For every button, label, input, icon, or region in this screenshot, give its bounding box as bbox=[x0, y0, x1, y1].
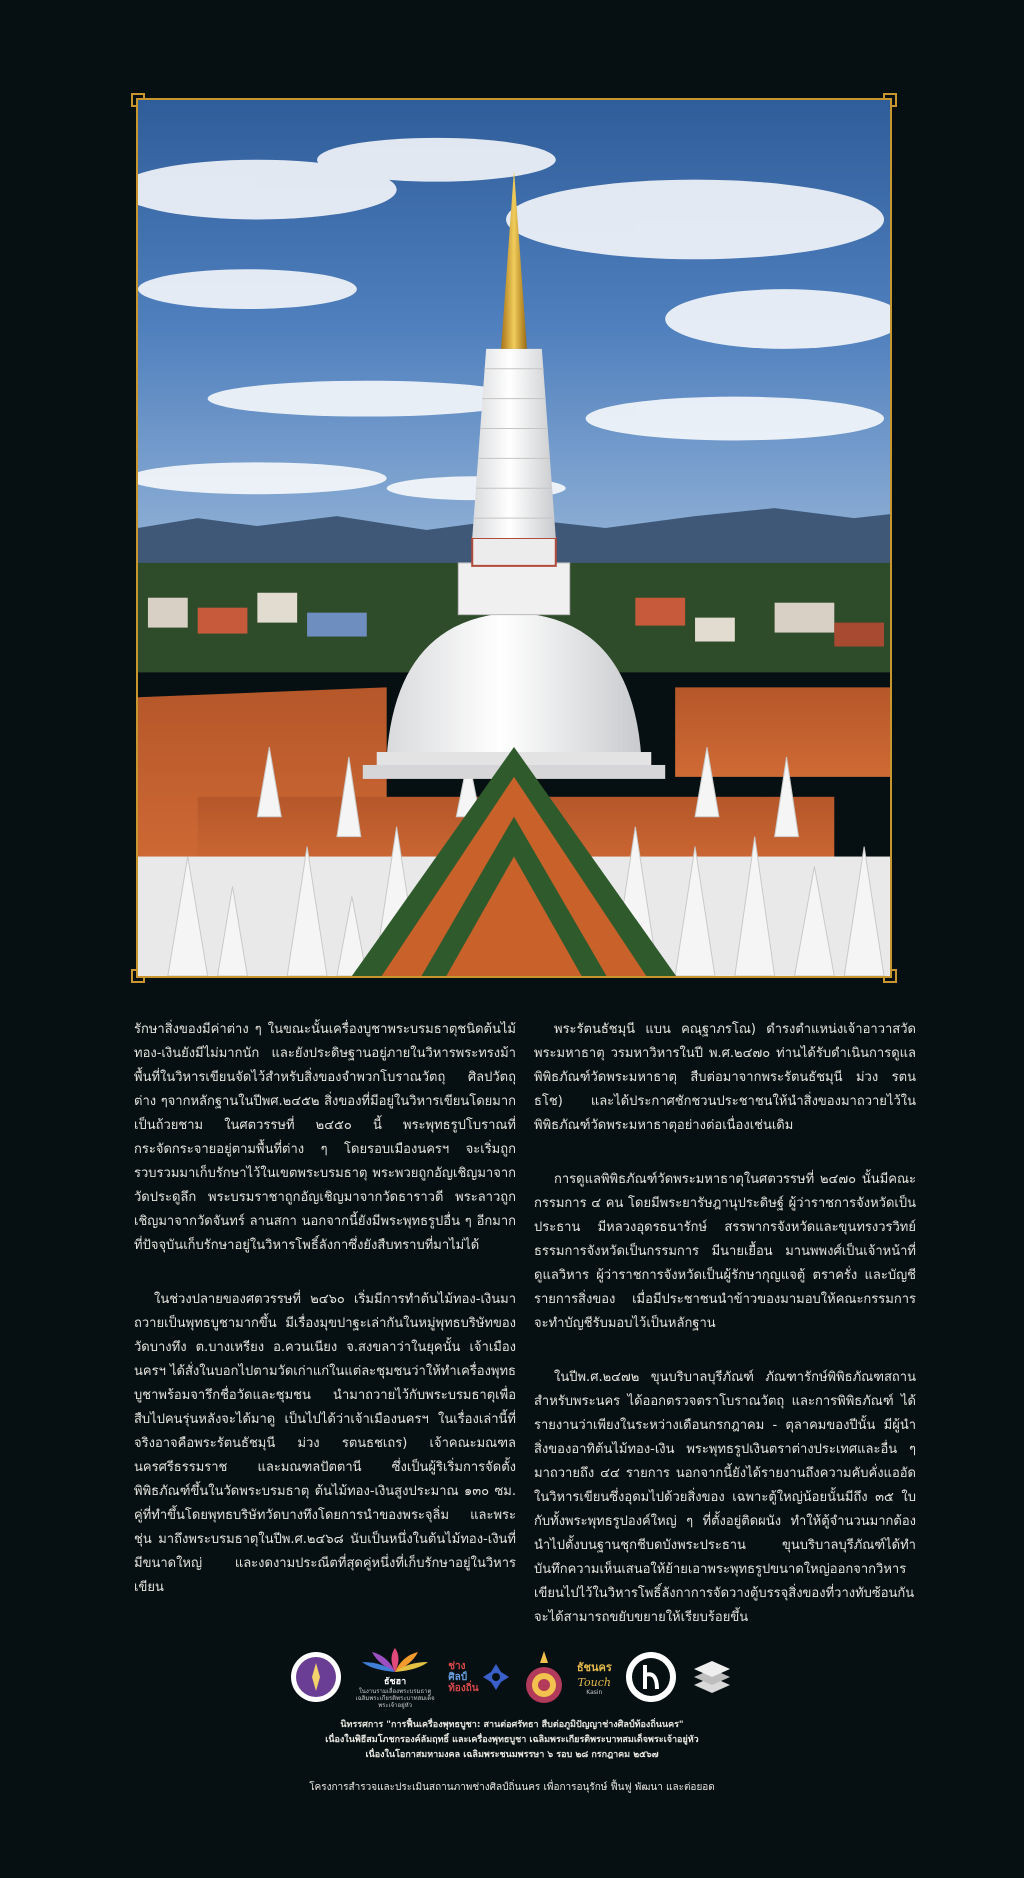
paragraph: ในปีพ.ศ.๒๔๗๒ ขุนบริบาลบุรีภัณฑ์ ภัณฑารักษ์พิพิธภัณฑสถานสำหรับพระนคร ได้ออกตรวจตราโบราณวัตถุ และการพิพิธภัณฑ์ ได้รายงานว่าเพียงในระหว่างเดือนกรกฎาคม - ตุลาคมของปีนั้น มีผู้นำสิ่งของอาทิต้นไม้ทอง-เงิน พระพุทธรูปเงินตราต่างประเทศและอื่น ๆ มาถวายถึง ๔๔ รายการ นอกจากนี้ยังได้รายงานถึงความคับคั่งแออัดในวิหารเขียนซึ่งอุดมไปด้วยสิ่งของ เฉพาะตู้ใหญ่น้อยนั้นมีถึง ๓๕ ใบกับทั้งพระพุทธรูปองค์ใหญ่ ๆ ที่ตั้งอยู่ติดผนัง ทำให้ตู้จำนวนมากต้องนำไปตั้งบนฐานชุกชีบดบังพระประธาน ขุนบริบาลบุรีภัณฑ์ได้ทำบันทึกความเห็นเสนอให้ย้ายเอาพระพุทธรูปขนาดใหญ่ออกจากวิหารเขียนไปไว้ในวิหารโพธิ์ลังกาการจัดวางตู้บรรจุสิ่งของที่วางทับซ้อนกันจะได้สามารถขยับขยายให้เรียบร้อยขึ้น bbox=[534, 1370, 916, 1625]
local-art-logo bbox=[448, 1661, 510, 1694]
book-stack-logo bbox=[690, 1655, 734, 1699]
dhamma-logo-caption: ในงานรามเลื่องพระบรมธาตุ เฉลิมพระเกียรติพระบาทสมเด็จพระเจ้าอยู่หัว bbox=[355, 1687, 435, 1709]
project-name: โครงการสำรวจและประเมินสถานภาพช่างศิลป์ถิ่นนคร เพื่อการอนุรักษ์ ฟื้นฟู พัฒนา และต่อยอด bbox=[309, 1782, 715, 1793]
sponsor-logos bbox=[290, 1648, 734, 1709]
touch-logo-word: Touch bbox=[577, 1676, 612, 1689]
university-seal-logo bbox=[290, 1651, 342, 1703]
exhibition-title: นิทรรศการ "การฟื้นเครื่องพุทธบูชา: สานต่อศรัทธา สืบต่อภูมิปัญญาช่างศิลป์ท้องถิ่นนคร" bbox=[340, 1720, 684, 1730]
paragraph: รักษาสิ่งของมีค่าต่าง ๆ ในขณะนั้นเครื่องบูชาพระบรมธาตุชนิดต้นไม้ทอง-เงินยังมีไม่มากนัก และยังประดิษฐานอยู่ภายในวิหารพระทรงม้า พื้นที่ในวิหารเขียนจัดไว้สำหรับสิ่งของจำพวกโบราณวัตถุ ศิลปวัตถุต่าง ๆจากหลักฐานในปีพศ.๒๔๕๒ สิ่งของที่มีอยู่ในวิหารเขียนโดยมากเป็นถ้วยชาม ในศตวรรษที่ ๒๔๕๐ นี้ พระพุทธรูปโบราณที่กระจัดกระจายอยู่ตามพื้นที่ต่าง ๆ โดยรอบเมืองนครฯ จะเริ่มถูกรวบรวมมาเก็บรักษาไว้ในเขตพระบรมธาตุ พระพวยถูกอัญเชิญมาจากวัดประดูลึก พระบรมราชาถูกอัญเชิญมาจากวัดธาราวดี พระลาวถูกเชิญมาจากวัดจันทร์ ลานสกา นอกจากนี้ยังมีพระพุทธรูปอื่น ๆ อีกมากที่ปัจจุบันเก็บรักษาอยู่ในวิหารโพธิ์ลังกาซึ่งยังสืบทราบที่มาไม่ได้ bbox=[134, 1022, 516, 1253]
local-art-logo-word: ท้องถิ่น bbox=[448, 1682, 479, 1694]
round-emblem-logo bbox=[625, 1651, 677, 1703]
paragraph: ในช่วงปลายของศตวรรษที่ ๒๔๖๐ เริ่มมีการทำต้นไม้ทอง-เงินมาถวายเป็นพุทธบูชามากขึ้น มีเรื่องมุขปาฐะเล่ากันในหมู่พุทธบริษัทของวัดบางทึง ต.บางเหรียง อ.ควนเนียง จ.สงขลาว่าในยุคนั้น เจ้าเมืองนครฯ ได้สั่งในบอกไปตามวัดเก่าแก่ในแต่ละชุมชนว่าให้ทำเครื่องพุทธบูชาพร้อมจารึกชื่อวัดและชุมชน นำมาถวายไว้กับพระบรมธาตุเพื่อสืบไปคนรุ่นหลังจะได้มาดู เป็นไปได้ว่าเจ้าเมืองนครฯ ในเรื่องเล่านี้ที่จริงอาจคือพระรัตนธัชมุนี ม่วง รตนธชเถร) เจ้าคณะมณฑลนครศรีธรรมราช และมณฑลปัตตานี ซึ่งเป็นผู้ริเริ่มการจัดตั้งพิพิธภัณฑ์ขึ้นในวัดพระบรมธาตุ ต้นไม้ทอง-เงินสูงประมาณ ๑๓๐ ซม. คู่ที่ทำขึ้นโดยพุทธบริษัทวัดบางทึงโดยการนำของพระจุลิ่ม และพระชุ่น มาถึงพระบรมธาตุในปีพ.ศ.๒๔๖๘ นับเป็นหนึ่งในต้นไม้ทอง-เงินที่มีขนาดใหญ่ และงดงามประณีตที่สุดคู่หนึ่งที่เก็บรักษาอยู่ในวิหารเขียน bbox=[134, 1292, 516, 1595]
article-column-left bbox=[134, 1018, 516, 1630]
article-column-right bbox=[534, 1018, 916, 1660]
paragraph: พระรัตนธัชมุนี แบน คณฺฐาภรโณ) ดำรงตำแหน่งเจ้าอาวาสวัดพระมหาธาตุ วรมหาวิหารในปี พ.ศ.๒๔๗๐ ท่านได้รับดำเนินการดูแลพิพิธภัณฑ์วัดพระมหาธาตุ สืบต่อมาจากพระรัตนธัชมุนี ม่วง รตนธโช) และได้ประกาศชักชวนประชาชนให้นำสิ่งของมาถวายไว้ในพิพิธภัณฑ์วัดพระมหาธาตุอย่างต่อเนื่องเช่นเดิม bbox=[534, 1022, 916, 1133]
exhibition-occasion: เนื่องในพิธีสมโภชกรองค์ลัมฤทธิ์ และเครื่องพุทธบูชา เฉลิมพระเกียรติพระบาทสมเด็จพระเจ้าอยู่หัว bbox=[325, 1735, 699, 1745]
touch-kasin-logo bbox=[577, 1658, 612, 1696]
touch-logo-thai: ธัชนคร bbox=[576, 1661, 612, 1674]
exhibition-credits bbox=[212, 1718, 812, 1763]
nakhon-province-seal-logo bbox=[524, 1649, 564, 1705]
local-art-logo-word: ศิลป์ bbox=[448, 1671, 468, 1683]
wat-phra-mahathat-stupa-image bbox=[138, 100, 890, 976]
exhibition-date: เนื่องในโอกาสมหามงคล เฉลิมพระชนมพรรษา ๖ รอบ ๒๘ กรกฎาคม ๒๕๖๗ bbox=[365, 1750, 659, 1760]
dhamma-logo-text: ธัชฮา bbox=[384, 1676, 407, 1687]
paragraph: การดูแลพิพิธภัณฑ์วัดพระมหาธาตุในศตวรรษที่ ๒๔๗๐ นั้นมีคณะกรรมการ ๔ คน โดยมีพระยารัษฎานุประดิษฐ์ ผู้ว่าราชการจังหวัดเป็นประธาน มีหลวงอุดรธนารักษ์ สรรพากรจังหวัดและขุนทรงวรวิทย์ธรรมการจังหวัดเป็นกรรมการ มีนายเยื้อน มานพพงศ์เป็นเจ้าหน้าที่ดูแลวิหาร ผู้ว่าราชการจังหวัดเป็นผู้รักษากุญแจตู้ ตราครั่ง และบัญชีรายการสิ่งของ เมื่อมีประชาชนนำข้าวของมามอบให้คณะกรรมการจะทำบัญชีรับมอบไว้เป็นหลักฐาน bbox=[534, 1172, 916, 1331]
dhamma-lotus-logo bbox=[355, 1646, 435, 1709]
kranok-pattern-icon bbox=[481, 1662, 511, 1692]
local-art-logo-word: ช่าง bbox=[448, 1660, 466, 1672]
stupa-photo bbox=[136, 98, 892, 978]
touch-logo-sub: Kasin bbox=[586, 1689, 603, 1696]
